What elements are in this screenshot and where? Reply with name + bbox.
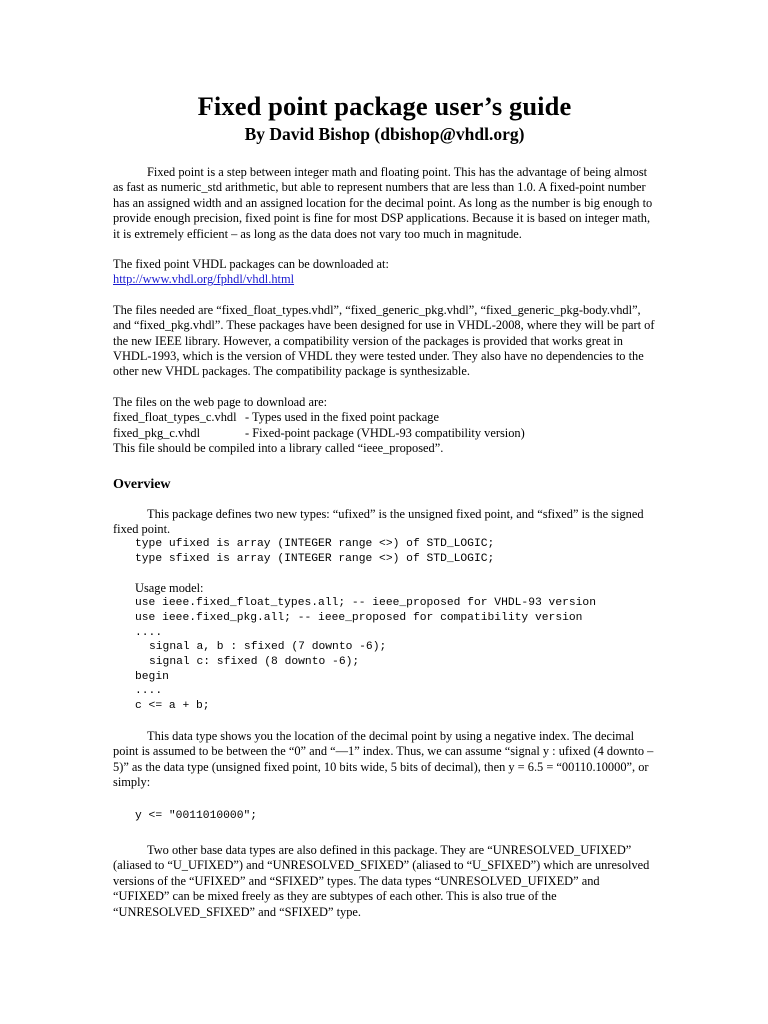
code-line: .... — [135, 685, 163, 698]
code-line: type ufixed is array (INTEGER range <>) of STD_LOGIC; — [135, 538, 495, 551]
code-line: begin — [135, 670, 169, 683]
author-byline: By David Bishop (dbishop@vhdl.org) — [244, 124, 525, 144]
web-files-block — [113, 395, 656, 457]
download-text: The fixed point VHDL packages can be downloaded at: — [113, 257, 389, 272]
overview-paragraph: This package defines two new types: “ufixed” is the unsigned fixed point, and “sfixed” is the signed fixed point. — [113, 506, 644, 536]
web-files-intro: The files on the web page to download are: — [113, 394, 328, 409]
code-line: c <= a + b; — [135, 700, 210, 713]
code-line: type sfixed is array (INTEGER range <>) of STD_LOGIC; — [135, 553, 495, 566]
datatype-paragraph: This data type shows you the location of the decimal point by using a negative index. The decimal point is assumed to be between the “0” and “—1” index. Thus, we can assume “signal y : ufixed (4 downto –5)” as the data type (unsigned fixed point, 10 bits wide, 5 bits of decimal), then y = 6.5 = “00110.10000”, or simply: — [113, 728, 654, 789]
code-line: signal a, b : sfixed (7 downto -6); — [149, 641, 387, 654]
usage-model-label: Usage model: — [135, 580, 204, 595]
download-link-line — [113, 272, 656, 287]
document-title: Fixed point package user’s guide — [197, 91, 572, 121]
assignment-code-line: y <= "0011010000"; — [135, 810, 258, 823]
file-description: - Types used in the fixed point package — [245, 410, 440, 425]
file-name: fixed_pkg_c.vhdl — [113, 425, 201, 440]
intro-paragraph: Fixed point is a step between integer math and floating point. This has the advantage of being almost as fast as numeric_std arithmetic, but able to represent numbers that are less than 1.0. A fixed-point number has an assigned width and an assigned location for the decimal point. As long as the number is big enough to provide enough precision, fixed point is fine for most DSP applications. Because it is based on integer math, it is extremely efficient – as long as the data does not vary too much in magnitude. — [113, 165, 653, 241]
code-line: use ieee.fixed_pkg.all; -- ieee_proposed for compatibility version — [135, 611, 583, 624]
usage-code-block — [113, 596, 656, 714]
file-row — [113, 410, 656, 425]
type-declarations — [113, 537, 656, 566]
code-line: signal c: sfixed (8 downto -6); — [149, 655, 360, 668]
library-note: This file should be compiled into a library called “ieee_proposed”. — [113, 441, 444, 456]
download-link[interactable]: http://www.vhdl.org/fphdl/vhdl.html — [113, 272, 295, 287]
file-name: fixed_float_types_c.vhdl — [113, 410, 237, 425]
base-types-paragraph: Two other base data types are also defined in this package. They are “UNRESOLVED_UFIXED” (aliased to “U_UFIXED”) and “UNRESOLVED_SFIXED” (aliased to “U_SFIXED”) which are unresolved versions of the “UFIXED” and “SFIXED” types. The data types “UNRESOLVED_UFIXED” and “UFIXED” can be mixed freely as they are subtypes of each other. This is also true of the “UNRESOLVED_SFIXED” and “SFIXED” type. — [113, 843, 650, 919]
files-needed-paragraph: The files needed are “fixed_float_types.vhdl”, “fixed_generic_pkg.vhdl”, “fixed_generic_pkg-body.vhdl”, and “fixed_pkg.vhdl”. These packages have been designed for use in VHDL-2008, where they will be part of the new IEEE library. However, a compatibility version of the packages is provided that works great in VHDL-1993, which is the version of VHDL they were tested under. They also have no dependencies to the other new VHDL packages. The compatibility package is synthesizable. — [113, 302, 655, 379]
file-description: - Fixed-point package (VHDL-93 compatibility version) — [245, 425, 525, 440]
file-row — [113, 426, 656, 441]
code-line: .... — [135, 626, 163, 639]
code-line: use ieee.fixed_float_types.all; -- ieee_proposed for VHDL-93 version — [135, 597, 596, 610]
overview-heading: Overview — [113, 476, 171, 492]
